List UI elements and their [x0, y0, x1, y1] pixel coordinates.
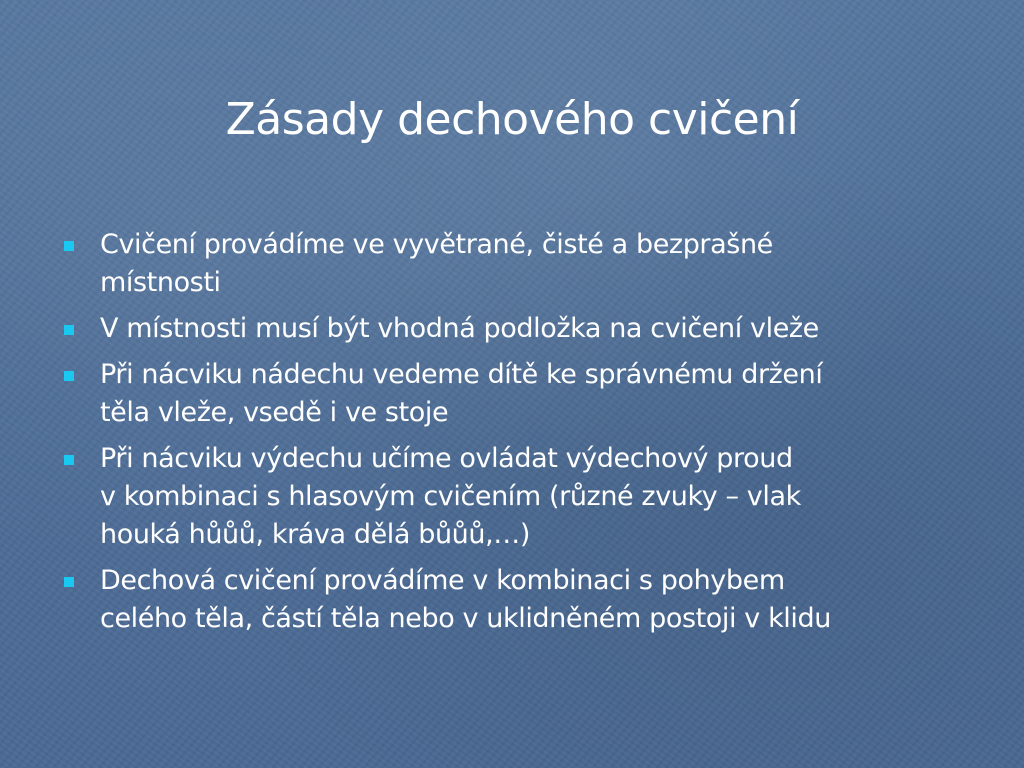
square-bullet-icon [64, 241, 74, 251]
bullet-item-4 [58, 440, 958, 554]
bullet-text-5-line-1: Dechová cvičení provádíme v kombinaci s pohybem [100, 565, 785, 596]
bullet-item-1 [58, 226, 958, 302]
bullet-text-4-line-1: Při nácviku výdechu učíme ovládat výdechový proud [100, 443, 793, 474]
bullet-text-1-line-1: Cvičení provádíme ve vyvětrané, čisté a bezprašné [100, 229, 773, 260]
square-bullet-icon [64, 371, 74, 381]
square-bullet-icon [64, 455, 74, 465]
bullet-text-5-line-2: celého těla, částí těla nebo v uklidněném postoji v klidu [100, 603, 831, 634]
square-bullet-icon [64, 325, 74, 335]
bullet-item-5 [58, 562, 958, 638]
bullet-text-3-line-1: Při nácviku nádechu vedeme dítě ke správnému držení [100, 359, 823, 390]
bullet-item-3 [58, 356, 958, 432]
square-bullet-icon [64, 577, 74, 587]
bullet-text-4-line-3: houká hůůů, kráva dělá bůůů,…) [100, 519, 531, 550]
bullet-text-4-line-2: v kombinaci s hlasovým cvičením (různé zvuky – vlak [100, 481, 801, 512]
bullet-text-2-line-1: V místnosti musí být vhodná podložka na cvičení vleže [100, 313, 819, 344]
bullet-item-2 [58, 310, 958, 348]
bullet-text-1-line-2: místnosti [100, 267, 221, 298]
bullet-list [58, 226, 958, 646]
slide-title: Zásady dechového cvičení [225, 94, 799, 145]
bullet-text-3-line-2: těla vleže, vsedě i ve stoje [100, 397, 449, 428]
